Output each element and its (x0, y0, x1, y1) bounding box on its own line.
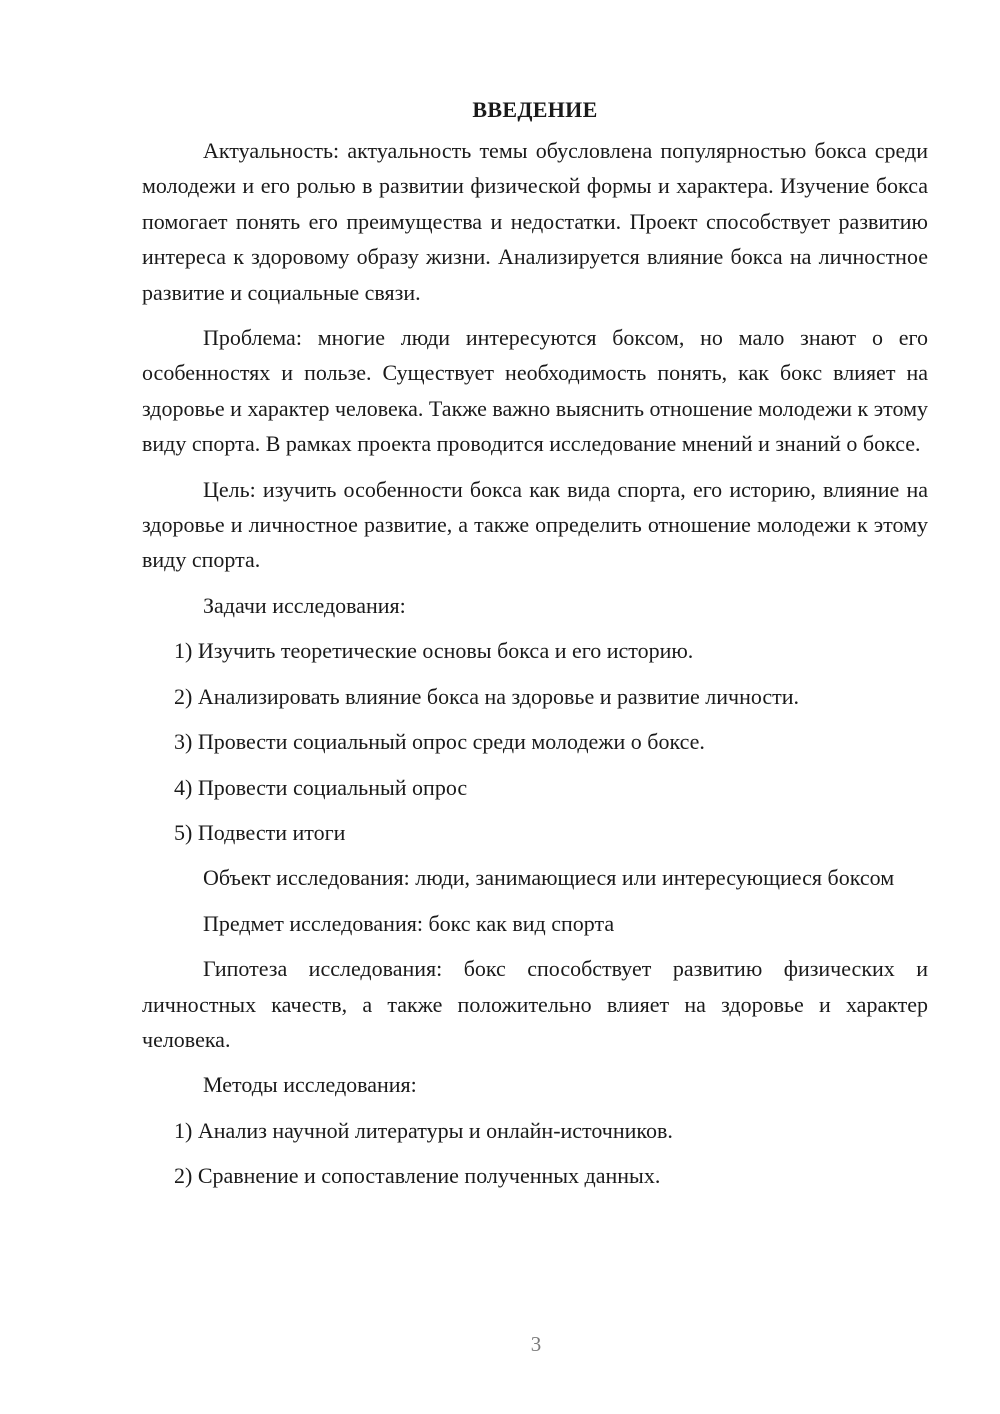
subject-paragraph: Предмет исследования: бокс как вид спорта (203, 910, 615, 936)
object-paragraph: Объект исследования: люди, занимающиеся или интересующиеся боксом (203, 865, 895, 891)
page-title: ВВЕДЕНИЕ (472, 97, 598, 122)
task-item-3: 3) Провести социальный опрос среди молодежи о боксе. (174, 729, 705, 755)
task-item-4: 4) Провести социальный опрос (174, 774, 468, 800)
task-item-1: 1) Изучить теоретические основы бокса и его историю. (174, 638, 694, 664)
problem-paragraph: Проблема: многие люди интересуются боксом, но мало знают о его особенностях и пользе. Существует необходимость понять, как бокс влияет на здоровье и характер человека. Также важно выяснить отношение молодежи к этому виду спорта. В рамках проекта проводится исследование мнений и знаний о боксе. (142, 325, 928, 457)
tasks-heading: Задачи исследования: (203, 592, 406, 618)
page-number: 3 (530, 1332, 542, 1356)
goal-paragraph: Цель: изучить особенности бокса как вида спорта, его историю, влияние на здоровье и личностное развитие, а также определить отношение молодежи к этому виду спорта. (142, 476, 928, 573)
relevance-paragraph: Актуальность: актуальность темы обусловлена популярностью бокса среди молодежи и его ролью в развитии физической формы и характера. Изучение бокса помогает понять его преимущества и недостатки. Проект способствует развитию интереса к здоровому образу жизни. Анализируется влияние бокса на личностное развитие и социальные связи. (142, 138, 928, 305)
method-item-1: 1) Анализ научной литературы и онлайн-источников. (174, 1117, 673, 1143)
method-item-2: 2) Сравнение и сопоставление полученных данных. (174, 1163, 661, 1189)
document-page (142, 92, 928, 1204)
task-item-5: 5) Подвести итоги (174, 819, 346, 845)
task-item-2: 2) Анализировать влияние бокса на здоровье и развитие личности. (174, 683, 800, 709)
methods-heading: Методы исследования: (203, 1072, 417, 1098)
hypothesis-paragraph: Гипотеза исследования: бокс способствует развитию физических и личностных качеств, а также положительно влияет на здоровье и характер человека. (142, 956, 928, 1052)
